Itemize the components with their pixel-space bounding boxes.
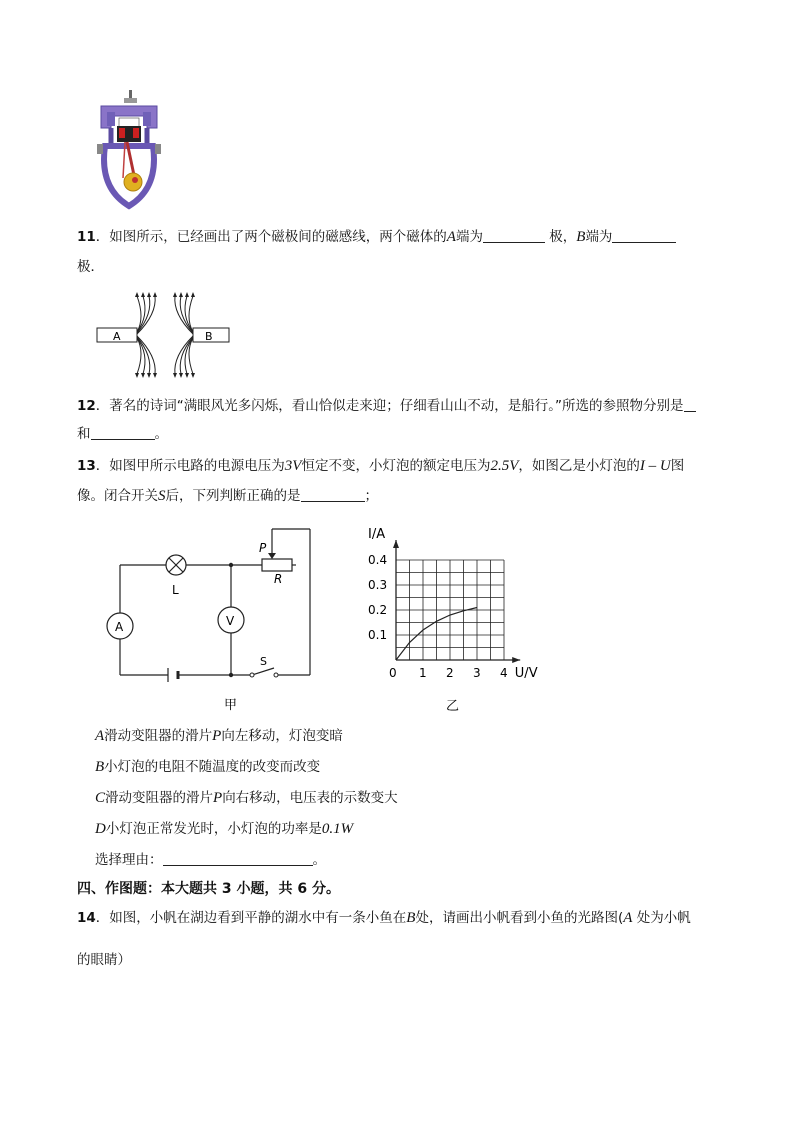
q14-line1 bbox=[77, 908, 691, 928]
x-tick-label: 4 bbox=[500, 666, 508, 680]
q12-text-1: ．著名的诗词“满眼风光多闪烁，看山恰似走来迎；仔细看山山不动，是船行。”所选的参照物分别是 bbox=[95, 398, 684, 414]
resistor-label: R bbox=[274, 572, 283, 586]
x-tick-label: 3 bbox=[473, 666, 481, 680]
y-axis-label: I/A bbox=[368, 527, 386, 542]
option-c[interactable] bbox=[95, 788, 398, 808]
switch-label: S bbox=[260, 655, 267, 668]
lamp-label: L bbox=[172, 583, 179, 597]
graph-caption: 乙 bbox=[446, 699, 460, 714]
q14-text-1: ．如图，小帆在湖边看到平静的湖水中有一条小鱼在 bbox=[95, 910, 407, 926]
magnet-b-label: B bbox=[205, 330, 213, 343]
q13-number: 13 bbox=[77, 458, 96, 474]
option-d[interactable] bbox=[95, 819, 353, 839]
q11-var-a: A bbox=[446, 229, 456, 245]
option-b[interactable] bbox=[95, 757, 320, 777]
q11-blank-a[interactable] bbox=[483, 228, 545, 243]
y-tick-label: 0.3 bbox=[368, 578, 388, 592]
q13-text-3: ，如图乙是小灯泡的 bbox=[518, 458, 640, 474]
q13-text-5: 像。闭合开关 bbox=[77, 488, 158, 504]
x-tick-label: 2 bbox=[446, 666, 454, 680]
q14-var-b: B bbox=[406, 910, 416, 926]
circuit-caption: 甲 bbox=[224, 698, 238, 713]
q14-text-4: 的眼睛） bbox=[77, 952, 131, 968]
option-a-letter: A bbox=[95, 728, 105, 744]
q13-rated-voltage: 2.5V bbox=[490, 458, 519, 474]
q13-text-1: ．如图甲所示电路的电源电压为 bbox=[95, 458, 285, 474]
q11-text-a: ．如图所示，已经画出了两个磁极间的磁感线，两个磁体的 bbox=[95, 229, 447, 245]
q13-text-6: 后，下列判断正确的是 bbox=[165, 488, 301, 504]
q13-voltage: 3V bbox=[284, 458, 302, 474]
section-4-heading: 四、作图题：本大题共 3 小题，共 6 分。 bbox=[77, 881, 340, 897]
option-d-var: 0.1W bbox=[321, 821, 354, 837]
q14-text-2: 处，请画出小帆看到小鱼的光路图( bbox=[415, 910, 624, 926]
q11-text-b: 端为 bbox=[455, 229, 483, 245]
magnet-a-label: A bbox=[113, 330, 121, 343]
slider-label: P bbox=[259, 541, 267, 555]
option-a-text: 滑动变阻器的滑片 bbox=[104, 728, 213, 744]
voltmeter-label: V bbox=[226, 614, 235, 628]
q13-iu: I – U bbox=[639, 458, 671, 474]
q13-text-4: 图 bbox=[670, 458, 685, 474]
reason-line bbox=[95, 850, 326, 870]
q13-line1 bbox=[77, 456, 684, 476]
q13-text-7: ； bbox=[364, 488, 378, 504]
option-a[interactable] bbox=[95, 726, 343, 746]
q12-text-2: 和 bbox=[77, 426, 91, 442]
y-tick-label: 0.4 bbox=[368, 553, 388, 567]
q12-number: 12 bbox=[77, 398, 96, 414]
q12-text-3: 。 bbox=[154, 426, 168, 442]
q14-text-3: 处为小帆 bbox=[632, 910, 691, 926]
q12-line1 bbox=[77, 396, 696, 416]
y-axis-arrow bbox=[393, 540, 399, 548]
magnet-field-figure bbox=[95, 288, 235, 380]
ammeter-label: A bbox=[115, 620, 124, 634]
q14-number: 14 bbox=[77, 910, 96, 926]
reason-label: 选择理由： bbox=[95, 852, 163, 868]
reason-blank[interactable] bbox=[163, 851, 313, 866]
x-tick-label: 0 bbox=[389, 666, 397, 680]
option-c-var: P bbox=[213, 790, 223, 806]
q12-line2 bbox=[77, 424, 168, 444]
q11-blank-b[interactable] bbox=[612, 228, 676, 243]
q12-blank-1[interactable] bbox=[684, 397, 696, 412]
q13-line2 bbox=[77, 486, 378, 506]
q13-blank[interactable] bbox=[301, 487, 365, 502]
y-tick-label: 0.2 bbox=[368, 603, 388, 617]
iu-graph bbox=[358, 522, 548, 717]
x-axis-label: U/V bbox=[514, 666, 538, 681]
option-a-var: P bbox=[212, 728, 222, 744]
q11-number: 11 bbox=[77, 229, 96, 245]
x-tick-label: 1 bbox=[419, 666, 427, 680]
option-c-letter: C bbox=[95, 790, 106, 806]
q14-line2 bbox=[77, 950, 131, 970]
q12-blank-2[interactable] bbox=[91, 425, 155, 440]
reason-end: 。 bbox=[312, 852, 326, 868]
option-d-text: 小灯泡正常发光时，小灯泡的功率是 bbox=[105, 821, 322, 837]
x-axis-arrow bbox=[512, 657, 520, 663]
q11-text-e: 极． bbox=[77, 259, 104, 275]
option-a-text2: 向左移动，灯泡变暗 bbox=[221, 728, 343, 744]
q11-line1 bbox=[77, 227, 676, 247]
q14-var-a: A bbox=[623, 910, 633, 926]
q13-text-2: 恒定不变，小灯泡的额定电压为 bbox=[301, 458, 491, 474]
q11-text-c: 极， bbox=[544, 229, 577, 245]
y-tick-label: 0.1 bbox=[368, 628, 388, 642]
option-c-text: 滑动变阻器的滑片 bbox=[105, 790, 214, 806]
q11-line2 bbox=[77, 257, 104, 277]
option-c-text2: 向右移动，电压表的示数变大 bbox=[222, 790, 398, 806]
option-b-letter: B bbox=[95, 759, 105, 775]
option-d-letter: D bbox=[95, 821, 106, 837]
option-b-text: 小灯泡的电阻不随温度的改变而改变 bbox=[104, 759, 321, 775]
circuit-diagram bbox=[100, 525, 320, 715]
q11-var-b: B bbox=[576, 229, 586, 245]
q13-switch-var: S bbox=[158, 488, 166, 504]
engine-cylinder-figure bbox=[95, 88, 163, 214]
q11-text-d: 端为 bbox=[585, 229, 613, 245]
